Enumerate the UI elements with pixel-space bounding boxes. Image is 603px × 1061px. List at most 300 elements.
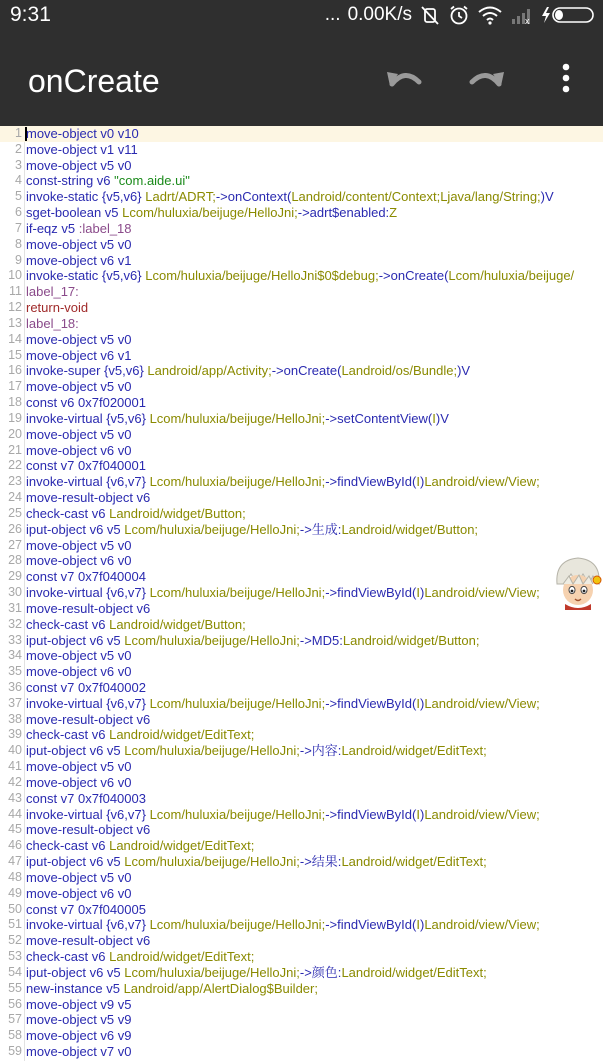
code-text xyxy=(26,332,132,348)
code-token: invoke-virtual {v6,v7} xyxy=(26,917,150,933)
code-line[interactable] xyxy=(0,253,603,269)
status-bar xyxy=(0,0,603,30)
line-number: 33 xyxy=(8,632,22,647)
code-token: ->findViewById( xyxy=(325,806,417,822)
code-token: "com.aide.ui" xyxy=(114,173,190,189)
code-line[interactable] xyxy=(0,1012,603,1028)
line-number: 12 xyxy=(8,300,22,315)
code-token: invoke-virtual {v5,v6} xyxy=(26,410,150,426)
code-token: invoke-virtual {v6,v7} xyxy=(26,585,150,601)
code-text xyxy=(26,712,150,728)
code-line[interactable] xyxy=(0,775,603,791)
wifi-icon xyxy=(477,5,503,25)
redo-button[interactable] xyxy=(464,56,508,100)
code-token: iput-object v6 v5 xyxy=(26,964,125,980)
line-number: 16 xyxy=(8,363,22,378)
line-number: 43 xyxy=(8,790,22,805)
code-text xyxy=(26,411,449,427)
code-token: Lcom/huluxia/beijuge/HelloJni; xyxy=(149,806,326,822)
code-line[interactable] xyxy=(0,680,603,696)
line-number: 27 xyxy=(8,537,22,552)
code-token: move-object v5 v0 xyxy=(26,426,132,442)
code-text xyxy=(26,284,79,300)
code-text xyxy=(26,585,540,601)
code-token: ->onCreate( xyxy=(378,268,449,284)
overflow-menu-button[interactable] xyxy=(544,56,588,100)
line-number: 44 xyxy=(8,806,22,821)
code-token: Landroid/view/View; xyxy=(424,474,540,490)
code-text xyxy=(26,949,254,965)
code-editor[interactable] xyxy=(0,126,603,1061)
line-number: 54 xyxy=(8,964,22,979)
code-token: ->onContext( xyxy=(215,189,292,205)
code-text xyxy=(26,538,132,554)
code-token: I xyxy=(416,585,420,601)
floating-mascot-button[interactable] xyxy=(553,554,603,610)
code-token: move-object v5 v0 xyxy=(26,869,132,885)
code-token: move-object v5 v0 xyxy=(26,157,132,173)
code-line[interactable] xyxy=(0,237,603,253)
code-text xyxy=(26,680,146,696)
code-token: label_17: xyxy=(26,284,79,300)
code-token: const v7 0x7f040004 xyxy=(26,569,146,585)
code-text xyxy=(26,363,470,379)
code-text xyxy=(26,759,132,775)
code-token: Landroid/widget/Button; xyxy=(109,616,246,632)
code-line[interactable] xyxy=(0,490,603,506)
code-token: new-instance v5 xyxy=(26,980,124,996)
status-time: 9:31 xyxy=(10,3,51,26)
code-token: Landroid/widget/EditText; xyxy=(109,949,255,965)
code-text xyxy=(26,253,132,269)
code-line[interactable] xyxy=(0,870,603,886)
code-text xyxy=(26,617,246,633)
code-token: move-result-object v6 xyxy=(26,933,151,949)
code-text xyxy=(26,965,487,981)
code-token: Landroid/content/Context;Ljava/lang/String; xyxy=(291,189,541,205)
code-line[interactable] xyxy=(0,854,603,870)
code-line[interactable] xyxy=(0,316,603,332)
code-line[interactable] xyxy=(0,917,603,933)
line-number: 10 xyxy=(8,268,22,283)
line-number: 21 xyxy=(8,442,22,457)
code-token: Lcom/huluxia/beijuge/HelloJni; xyxy=(149,410,326,426)
code-line[interactable] xyxy=(0,284,603,300)
code-token: Landroid/widget/Button; xyxy=(341,521,479,537)
line-number: 34 xyxy=(8,648,22,663)
code-token: ->findViewById( xyxy=(325,695,417,711)
code-line[interactable] xyxy=(0,348,603,364)
code-text xyxy=(26,822,150,838)
undo-icon xyxy=(386,66,424,90)
line-number: 7 xyxy=(15,220,22,235)
line-number: 58 xyxy=(8,1028,22,1043)
code-token: Lcom/huluxia/beijuge/HelloJni; xyxy=(122,205,298,221)
code-token: iput-object v6 v5 xyxy=(26,521,125,537)
code-line[interactable] xyxy=(0,569,603,585)
line-number: 55 xyxy=(8,980,22,995)
line-number: 31 xyxy=(8,600,22,615)
code-text xyxy=(26,395,146,411)
code-token: iput-object v6 v5 xyxy=(26,854,125,870)
code-token: ->MD5: xyxy=(299,632,343,648)
code-token: ->onCreate( xyxy=(271,363,342,379)
code-token: move-object v7 v0 xyxy=(26,1044,132,1060)
code-line[interactable] xyxy=(0,506,603,522)
line-number: 5 xyxy=(15,189,22,204)
code-token: ->findViewById( xyxy=(325,585,417,601)
code-token: Lcom/huluxia/beijuge/HelloJni; xyxy=(124,743,300,759)
code-line[interactable] xyxy=(0,189,603,205)
code-line[interactable] xyxy=(0,553,603,569)
code-text xyxy=(26,506,246,522)
battery-charging-icon xyxy=(541,5,597,25)
code-token: move-object v0 v10 xyxy=(26,126,139,141)
code-text xyxy=(26,458,146,474)
code-token: Landroid/view/View; xyxy=(424,585,540,601)
code-token: Lcom/huluxia/beijuge/ xyxy=(448,268,575,284)
code-line[interactable] xyxy=(0,633,603,649)
code-token: move-object v6 v9 xyxy=(26,1028,132,1044)
code-token: move-object v5 v0 xyxy=(26,537,132,553)
code-line[interactable] xyxy=(0,933,603,949)
line-number: 39 xyxy=(8,727,22,742)
code-token: invoke-static {v5,v6} xyxy=(26,189,146,205)
code-text xyxy=(26,142,138,158)
code-text xyxy=(26,569,146,585)
code-text xyxy=(26,522,478,538)
code-token: Landroid/os/Bundle; xyxy=(341,363,458,379)
alarm-icon xyxy=(448,5,470,25)
code-line[interactable] xyxy=(0,173,603,189)
code-token: move-object v6 v1 xyxy=(26,347,132,363)
code-token: ) xyxy=(419,917,425,933)
code-text xyxy=(26,474,540,490)
code-line[interactable] xyxy=(0,300,603,316)
code-token: return-void xyxy=(26,300,89,316)
code-token: move-object v6 v0 xyxy=(26,664,132,680)
code-text xyxy=(26,902,146,918)
code-token: invoke-virtual {v6,v7} xyxy=(26,806,150,822)
code-line[interactable] xyxy=(0,332,603,348)
app-toolbar xyxy=(0,30,603,126)
line-number: 9 xyxy=(15,252,22,267)
code-text xyxy=(26,1044,132,1060)
line-number: 15 xyxy=(8,347,22,362)
code-token: move-object v5 v0 xyxy=(26,379,132,395)
code-text xyxy=(26,158,132,174)
code-line[interactable] xyxy=(0,617,603,633)
code-token: Landroid/widget/EditText; xyxy=(341,854,487,870)
code-token: Lcom/huluxia/beijuge/HelloJni; xyxy=(124,854,300,870)
line-number: 46 xyxy=(8,838,22,853)
code-token: Landroid/view/View; xyxy=(424,917,540,933)
code-line[interactable] xyxy=(0,126,603,142)
overflow-menu-icon xyxy=(561,63,571,93)
line-number: 40 xyxy=(8,743,22,758)
code-line[interactable] xyxy=(0,268,603,284)
code-line[interactable] xyxy=(0,205,603,221)
code-token: Landroid/widget/EditText; xyxy=(341,743,487,759)
line-number: 48 xyxy=(8,869,22,884)
code-token: ->setContentView( xyxy=(325,410,433,426)
code-line[interactable] xyxy=(0,759,603,775)
status-dots: ... xyxy=(324,4,341,25)
line-number: 13 xyxy=(8,315,22,330)
code-line[interactable] xyxy=(0,727,603,743)
code-token: move-object v5 v0 xyxy=(26,759,132,775)
line-number: 42 xyxy=(8,774,22,789)
code-token: iput-object v6 v5 xyxy=(26,743,125,759)
status-indicators xyxy=(325,3,597,27)
code-line[interactable] xyxy=(0,965,603,981)
signal-icon xyxy=(510,5,534,25)
code-text xyxy=(26,189,554,205)
code-line[interactable] xyxy=(0,712,603,728)
code-text xyxy=(26,1028,132,1044)
code-token: Landroid/widget/EditText; xyxy=(109,838,255,854)
code-line[interactable] xyxy=(0,395,603,411)
code-line[interactable] xyxy=(0,822,603,838)
line-number: 38 xyxy=(8,711,22,726)
code-text xyxy=(26,173,190,189)
code-line[interactable] xyxy=(0,221,603,237)
code-text xyxy=(26,664,132,680)
floating-mascot-icon xyxy=(553,554,603,610)
code-text xyxy=(26,1012,132,1028)
code-token: )V xyxy=(540,189,554,205)
code-text xyxy=(26,205,397,221)
code-text xyxy=(26,838,254,854)
code-token: I xyxy=(416,474,420,490)
code-token: Lcom/huluxia/beijuge/HelloJni; xyxy=(124,632,300,648)
code-token: Landroid/app/AlertDialog$Builder; xyxy=(123,980,318,996)
code-token: const v6 0x7f020001 xyxy=(26,395,146,411)
line-number: 22 xyxy=(8,458,22,473)
code-token: move-result-object v6 xyxy=(26,711,151,727)
code-token: I xyxy=(416,806,420,822)
code-token: Ladrt/ADRT; xyxy=(145,189,216,205)
text-cursor xyxy=(25,127,27,141)
code-text xyxy=(26,316,79,332)
code-token: const v7 0x7f040005 xyxy=(26,901,146,917)
code-token: ->adrt$enabled: xyxy=(297,205,390,221)
code-token: move-object v5 v9 xyxy=(26,1012,132,1028)
code-line[interactable] xyxy=(0,648,603,664)
code-text xyxy=(26,126,139,142)
line-number: 59 xyxy=(8,1044,22,1059)
code-token: check-cast v6 xyxy=(26,838,110,854)
code-token: ->生成: xyxy=(299,521,342,537)
line-number: 30 xyxy=(8,585,22,600)
line-number: 37 xyxy=(8,695,22,710)
code-token: ) xyxy=(419,695,425,711)
code-text xyxy=(26,854,487,870)
code-token: Lcom/huluxia/beijuge/HelloJni; xyxy=(149,695,326,711)
line-number: 17 xyxy=(8,379,22,394)
code-token: ) xyxy=(419,806,425,822)
line-number: 56 xyxy=(8,996,22,1011)
line-number: 45 xyxy=(8,822,22,837)
code-token: Lcom/huluxia/beijuge/HelloJni; xyxy=(149,474,326,490)
network-speed: 0.00K/s xyxy=(347,4,412,25)
code-line[interactable] xyxy=(0,458,603,474)
code-token: :label_18 xyxy=(78,220,132,236)
line-number: 32 xyxy=(8,616,22,631)
code-text xyxy=(26,427,132,443)
code-line[interactable] xyxy=(0,411,603,427)
code-text xyxy=(26,490,150,506)
code-token: Landroid/widget/EditText; xyxy=(341,964,487,980)
code-token: move-object v6 v1 xyxy=(26,252,132,268)
code-line[interactable] xyxy=(0,443,603,459)
line-number: 41 xyxy=(8,759,22,774)
redo-icon xyxy=(467,66,505,90)
code-line[interactable] xyxy=(0,585,603,601)
line-number: 14 xyxy=(8,331,22,346)
code-token: const v7 0x7f040001 xyxy=(26,458,146,474)
code-token: ->内容: xyxy=(299,743,342,759)
code-token: const v7 0x7f040003 xyxy=(26,790,146,806)
code-token: I xyxy=(432,410,436,426)
code-token: iput-object v6 v5 xyxy=(26,632,125,648)
code-line[interactable] xyxy=(0,981,603,997)
code-text xyxy=(26,743,487,759)
code-token: move-result-object v6 xyxy=(26,600,151,616)
code-text xyxy=(26,870,132,886)
code-token: const-string v6 xyxy=(26,173,115,189)
code-token: Lcom/huluxia/beijuge/HelloJni$0$debug; xyxy=(145,268,379,284)
code-line[interactable] xyxy=(0,664,603,680)
code-text xyxy=(26,775,132,791)
code-token: ) xyxy=(419,585,425,601)
page-title: onCreate xyxy=(28,63,160,99)
code-line[interactable] xyxy=(0,791,603,807)
code-token: move-object v5 v0 xyxy=(26,236,132,252)
code-token: sget-boolean v5 xyxy=(26,205,123,221)
code-text xyxy=(26,221,132,237)
line-number: 24 xyxy=(8,490,22,505)
code-text xyxy=(26,933,150,949)
line-number: 23 xyxy=(8,474,22,489)
code-line[interactable] xyxy=(0,538,603,554)
line-number: 50 xyxy=(8,901,22,916)
code-text xyxy=(26,696,540,712)
code-token: move-object v6 v0 xyxy=(26,885,132,901)
code-token: )V xyxy=(457,363,471,379)
code-token: I xyxy=(416,695,420,711)
code-text xyxy=(26,633,479,649)
code-line[interactable] xyxy=(0,522,603,538)
code-token: invoke-virtual {v6,v7} xyxy=(26,695,150,711)
line-number: 19 xyxy=(8,410,22,425)
code-token: Landroid/view/View; xyxy=(424,695,540,711)
code-token: move-object v5 v0 xyxy=(26,648,132,664)
code-token: Landroid/widget/Button; xyxy=(342,632,480,648)
code-token: move-result-object v6 xyxy=(26,490,151,506)
code-token: check-cast v6 xyxy=(26,949,110,965)
code-token: )V xyxy=(435,410,449,426)
code-text xyxy=(26,268,574,284)
code-line[interactable] xyxy=(0,379,603,395)
line-number: 1 xyxy=(15,126,22,140)
code-line[interactable] xyxy=(0,601,603,617)
code-text xyxy=(26,379,132,395)
code-line[interactable] xyxy=(0,1044,603,1060)
line-number: 11 xyxy=(9,284,22,299)
code-text xyxy=(26,997,132,1013)
code-text xyxy=(26,348,132,364)
code-line[interactable] xyxy=(0,1028,603,1044)
code-token: move-object v6 v0 xyxy=(26,442,132,458)
svg-text:x: x xyxy=(525,16,530,25)
line-number: 28 xyxy=(8,553,22,568)
code-token: Lcom/huluxia/beijuge/HelloJni; xyxy=(149,585,326,601)
code-token: move-object v1 v11 xyxy=(26,141,138,157)
code-text xyxy=(26,727,254,743)
code-token: check-cast v6 xyxy=(26,505,110,521)
code-token: Landroid/view/View; xyxy=(424,806,540,822)
code-token: ->颜色: xyxy=(299,964,342,980)
code-line[interactable] xyxy=(0,142,603,158)
line-number: 8 xyxy=(15,236,22,251)
code-line[interactable] xyxy=(0,949,603,965)
code-text xyxy=(26,443,132,459)
code-text xyxy=(26,917,540,933)
line-number: 25 xyxy=(8,505,22,520)
undo-button[interactable] xyxy=(383,56,427,100)
code-token: move-result-object v6 xyxy=(26,822,151,838)
code-text xyxy=(26,553,132,569)
line-number: 4 xyxy=(15,173,22,188)
line-number: 29 xyxy=(8,569,22,584)
code-line[interactable] xyxy=(0,474,603,490)
code-text xyxy=(26,601,150,617)
line-number: 53 xyxy=(8,949,22,964)
code-token: check-cast v6 xyxy=(26,727,110,743)
code-line[interactable] xyxy=(0,807,603,823)
line-number: 2 xyxy=(15,141,22,156)
line-number: 6 xyxy=(15,205,22,220)
line-number: 49 xyxy=(8,885,22,900)
line-number: 52 xyxy=(8,933,22,948)
line-number: 18 xyxy=(8,395,22,410)
code-token: move-object v6 v0 xyxy=(26,553,132,569)
code-line[interactable] xyxy=(0,363,603,379)
line-number: 47 xyxy=(8,854,22,869)
code-text xyxy=(26,807,540,823)
code-text xyxy=(26,300,88,316)
line-number: 51 xyxy=(8,917,22,932)
code-token: const v7 0x7f040002 xyxy=(26,679,146,695)
code-line[interactable] xyxy=(0,838,603,854)
code-line[interactable] xyxy=(0,696,603,712)
code-line[interactable] xyxy=(0,427,603,443)
code-line[interactable] xyxy=(0,902,603,918)
code-token: Landroid/widget/Button; xyxy=(109,505,246,521)
code-line[interactable] xyxy=(0,886,603,902)
code-line[interactable] xyxy=(0,997,603,1013)
code-text xyxy=(26,648,132,664)
code-token: label_18: xyxy=(26,315,79,331)
code-token: I xyxy=(416,917,420,933)
code-token: check-cast v6 xyxy=(26,616,110,632)
code-line[interactable] xyxy=(0,158,603,174)
code-line[interactable] xyxy=(0,743,603,759)
code-token: move-object v6 v0 xyxy=(26,774,132,790)
code-token: move-object v9 v5 xyxy=(26,996,132,1012)
code-token: ->findViewById( xyxy=(325,474,417,490)
